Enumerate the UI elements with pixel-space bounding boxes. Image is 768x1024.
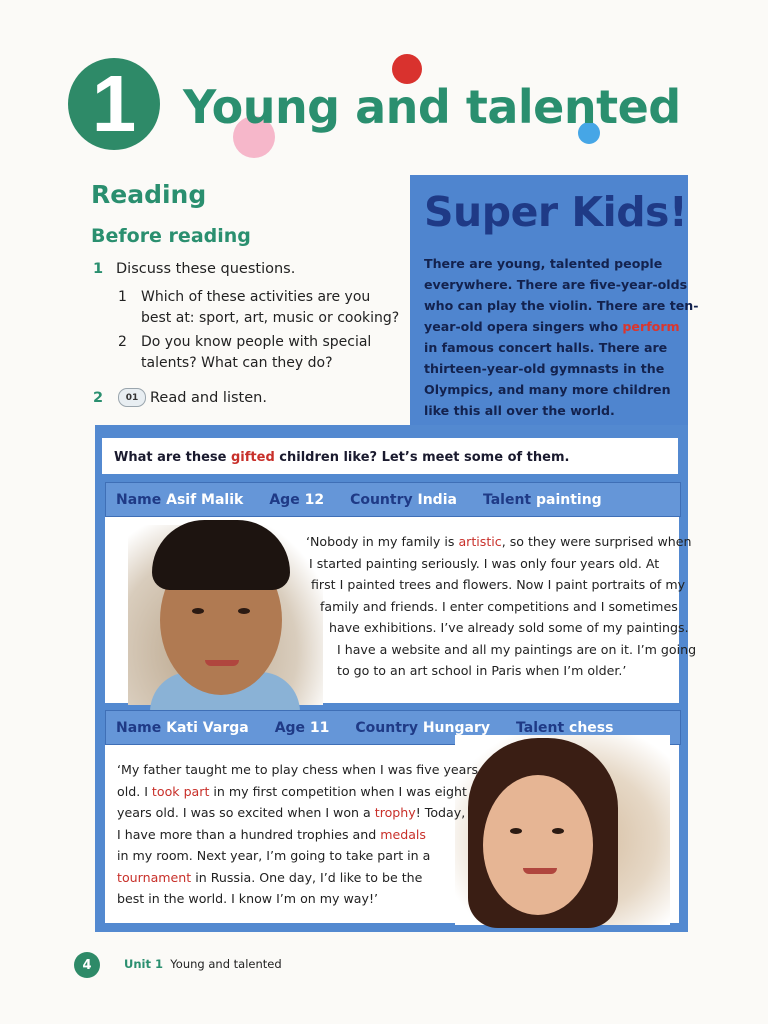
task-instruction: Read and listen.	[150, 390, 267, 406]
task-instruction: Discuss these questions.	[116, 261, 296, 277]
profile-info: Name Kati Varga Age 11 Country Hungary Talent chess	[116, 719, 614, 736]
boy-portrait-mouth	[205, 660, 239, 666]
profile-country: Hungary	[422, 719, 490, 736]
girl-portrait-eye	[510, 828, 522, 834]
vocab-word: perform	[622, 319, 680, 334]
subsection-heading: Before reading	[91, 225, 251, 247]
task-number: 1	[93, 261, 104, 277]
profile-age: 12	[304, 491, 325, 508]
girl-portrait-face	[483, 775, 593, 915]
girl-portrait-mouth	[523, 868, 557, 874]
question-number: 1	[118, 289, 127, 305]
profile-country: India	[417, 491, 457, 508]
profile-name: Asif Malik	[166, 491, 244, 508]
super-kids-title: Super Kids!	[424, 188, 688, 236]
vocab-word: took part	[151, 783, 210, 799]
question-number: 2	[118, 334, 127, 350]
profile-quote: ‘Nobody in my family is artistic, so they were surprised when I started painting seriously. I was only four years old. At first I painted trees and flowers. Now I paint portraits of my family and friends. I enter competitions and I sometimes have exhibitions. I’ve already sold some of my paintings. I have a website and all my paintings are on it. I’m going to go to an art school in Paris when I’m older.’	[306, 534, 697, 678]
intro-text: What are these gifted children like? Let’s meet some of them.	[114, 450, 570, 465]
task-number: 2	[93, 390, 104, 406]
question-text: Which of these activities are you best at: sport, art, music or cooking?	[141, 289, 400, 326]
question-text: Do you know people with special talents? What can they do?	[141, 334, 372, 371]
super-kids-text: There are young, talented people everywhere. There are five-year-olds who can play the violin. There are ten- year-old opera singers who perform in famous concert halls. There are thirteen-year-old gymnasts in the Olympics, and many more children like this all over the world.	[424, 256, 699, 418]
profile-name: Kati Varga	[166, 719, 249, 736]
page-number: 4	[74, 952, 100, 978]
vocab-word: tournament	[117, 869, 192, 885]
boy-portrait-eye	[238, 608, 250, 614]
girl-portrait-eye	[552, 828, 564, 834]
profile-talent: chess	[569, 719, 614, 736]
vocab-word: artistic	[458, 534, 502, 549]
audio-track-icon[interactable]: 01	[118, 388, 146, 407]
profile-age: 11	[309, 719, 330, 736]
profile-quote: ‘My father taught me to play chess when I was five years old. I took part in my first competition when I was eight years old. I was so excited when I won a trophy! Today, I have more than a hundred trophies and medals in my room. Next year, I’m going to take part in a tournament in Russia. One day, I’d like to be the best in the world. I know I’m on my way!’	[117, 762, 479, 906]
profile-talent: painting	[535, 491, 602, 508]
vocab-word: gifted	[231, 450, 275, 465]
footer-unit-label: Unit 1 Young and talented	[124, 957, 282, 971]
section-heading: Reading	[91, 180, 207, 209]
boy-portrait-eye	[192, 608, 204, 614]
vocab-word: trophy	[374, 805, 416, 820]
unit-number: 1	[91, 59, 137, 148]
unit-title: Young and talented	[183, 80, 681, 134]
vocab-word: medals	[380, 826, 426, 842]
profile-info: Name Asif Malik Age 12 Country India Talent painting	[116, 491, 602, 508]
boy-portrait-hair	[152, 520, 290, 590]
